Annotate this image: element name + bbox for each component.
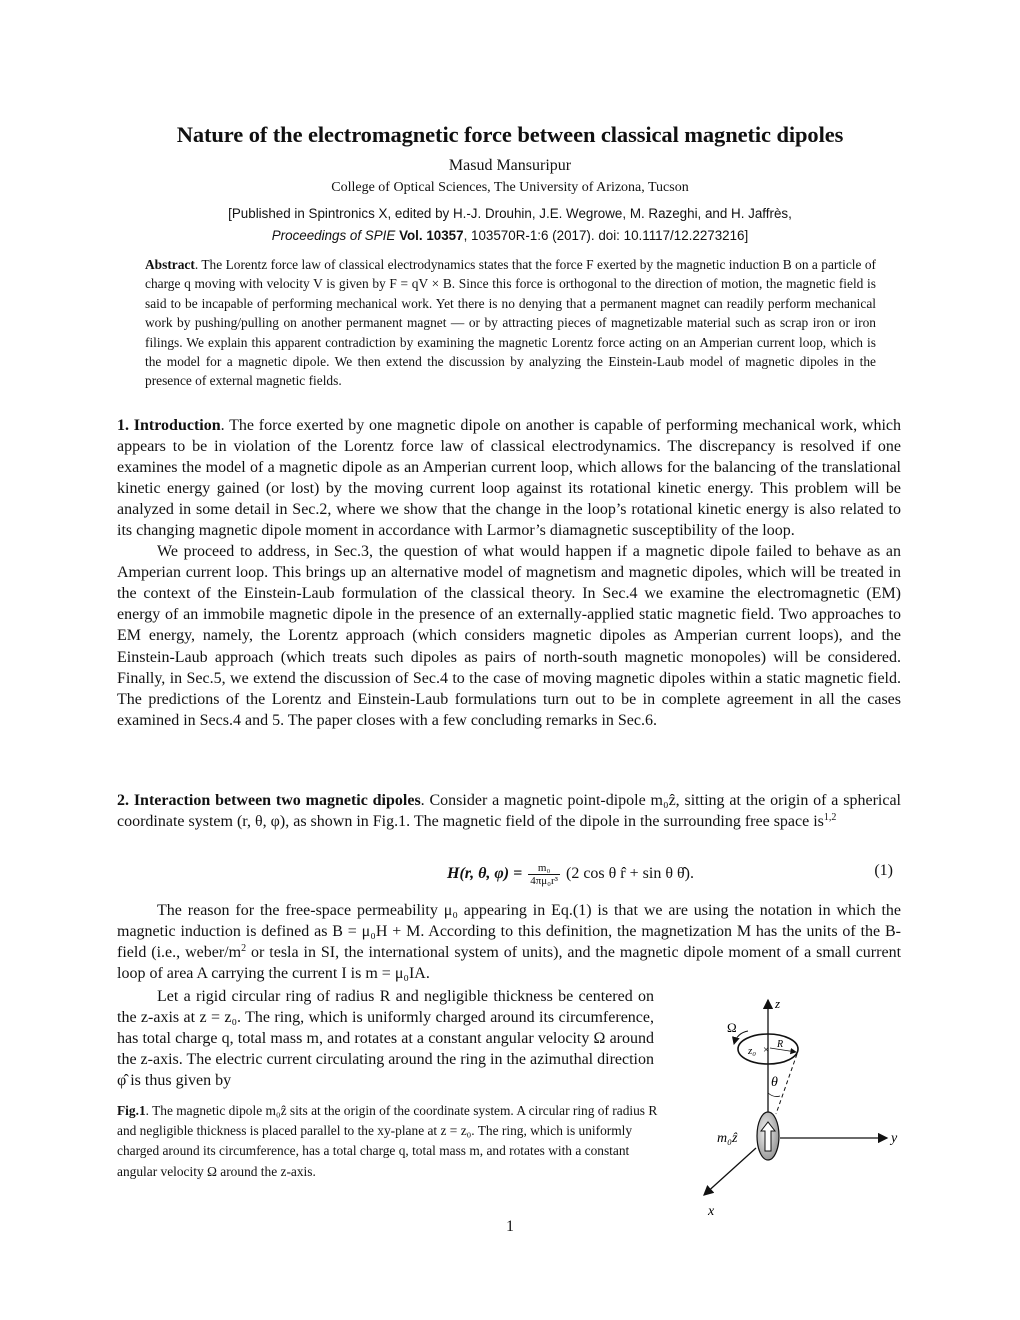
x-axis: [704, 1148, 756, 1195]
caption-label: Fig.1: [117, 1103, 146, 1118]
z-axis-label: z: [775, 996, 781, 1011]
permeability-text-a: The reason for the free-space permeability μ₀ appearing in Eq.(1) is that we are using the notation in which the magnetic induction is defined as B = μ₀H + M. According to this definition, the magnetization M has the units of the B-field (i.e., weber/m: [117, 902, 901, 962]
section2-paragraph-3: [117, 986, 654, 1091]
section-heading-introduction: 1. Introduction: [117, 417, 221, 434]
y-axis-label: y: [891, 1131, 898, 1146]
intro-paragraph-1: . The force exerted by one magnetic dipole on another is capable of performing mechanical work, which appears to be in violation of the Lorentz force law of classical electrodynamics. The discrepancy is resolved if one examines the model of a magnetic dipole as an Amperian current loop, which allows for the balancing of the translational kinetic energy gained (or lost) by the moving current loop against its rotational kinetic energy. This problem will be analyzed in some detail in Sec.2, where we show that the change in the loop’s rotational kinetic energy is also related to its changing magnetic dipole moment in accordance with Larmor’s diamagnetic susceptibility of the loop.: [117, 417, 902, 540]
section-introduction: [117, 415, 901, 731]
section2-paragraph-2: [117, 900, 901, 984]
abstract-text: . The Lorentz force law of classical electrodynamics states that the force F exerted by the magnetic induction B on a particle of charge q moving with velocity V is given by F = qV × B. Since this force is orthogonal to the direction of motion, the magnetic field is said to be incapable of performing mechanical work. Yet there is no denying that a permanent magnet can readily perform mechanical work by pushing/pulling on another permanent magnet — or by attracting pieces of magnetizable material such as scrap iron or iron filings. We explain this apparent contradiction by examining the magnetic Lorentz force acting on an Amperian current loop, which is the model for a magnetic dipole. We then extend the discussion by analyzing the Einstein-Laub model of magnetic dipoles in the presence of external magnetic fields.: [145, 257, 876, 389]
figure-1-diagram: [680, 990, 910, 1220]
citation-ref: 1,2: [823, 812, 837, 824]
theta-label: θ: [771, 1075, 778, 1090]
journal-name: Proceedings of SPIE: [271, 228, 396, 243]
author-affiliation: College of Optical Sciences, The University of Arizona, Tucson: [331, 180, 689, 195]
omega-label: Ω: [727, 1020, 737, 1035]
superscript-2: 2: [241, 943, 247, 955]
intro-paragraph-2: We proceed to address, in Sec.3, the question of what would happen if a magnetic dipole failed to behave as an Amperian current loop. This brings up an alternative model of magnetism and magnetic dipoles, which will be treated in the context of the Einstein-Laub formulation of the classical theory. In Sec.4 we examine the electromagnetic (EM) energy of an immobile magnetic dipole in the presence of an externally-applied static magnetic field. Two approaches to EM energy, namely, the Lorentz approach (which considers magnetic dipoles as Amperian current loops), and the Einstein-Laub approach (which treats such dipoles as pairs of north-south magnetic monopoles) will be considered. Finally, in Sec.5, we extend the discussion of Sec.4 to the case of moving magnetic dipoles within a static magnetic field. The predictions of the Lorentz and Einstein-Laub formulations turn out to be in complete agreement in all the cases examined in Secs.4 and 5. The paper closes with a few concluding remarks in Sec.6.: [117, 543, 901, 729]
caption-text: . The magnetic dipole m₀ẑ sits at the origin of the coordinate system. A circular ring of radius R and negligible thickness is placed parallel to the xy-plane at z = z₀. The ring, which is uniformly charged around its circumference, has a total charge q, total mass m, and rotates with a constant angular velocity Ω around the z-axis.: [117, 1103, 658, 1179]
abstract: [145, 255, 876, 391]
svg-text:×: ×: [763, 1044, 770, 1056]
citation-details: , 103570R-1:6 (2017). doi: 10.1117/12.2273216]: [463, 228, 749, 243]
ring-description: Let a rigid circular ring of radius R and negligible thickness be centered on the z-axis at z = z₀. The ring, which is uniformly charged around its circumference, has total charge q, total mass m, and rotates at a constant angular velocity Ω around the z-axis. The electric current circulating around the ring in the azimuthal direction φ̂ is thus given by: [117, 988, 654, 1090]
fraction-denominator: 4πμ₀r³: [530, 875, 558, 887]
section2-paragraph-1: . Consider a magnetic point-dipole m₀ẑ, sitting at the origin of a spherical coordinate system (r, θ, φ), as shown in Fig.1. The magnetic field of the dipole in the surrounding free space is: [117, 792, 901, 831]
abstract-label: Abstract: [145, 257, 195, 272]
page-number: 1: [506, 1218, 514, 1235]
radius-label: R: [777, 1039, 784, 1050]
dipole-label: m₀ẑ: [717, 1131, 738, 1146]
equation-lhs: H(r, θ, φ) =: [447, 865, 523, 883]
section-heading-interaction: 2. Interaction between two magnetic dipoles: [117, 792, 421, 809]
paper-title: Nature of the electromagnetic force between classical magnetic dipoles: [176, 122, 844, 147]
section-interaction: [117, 790, 901, 832]
equation-expression: [447, 862, 694, 887]
author-name: Masud Mansuripur: [448, 157, 572, 174]
equation-1: [117, 858, 901, 890]
equation-rhs: (2 cos θ r̂ + sin θ θ̂).: [565, 865, 694, 883]
equation-number: (1): [874, 862, 893, 879]
x-axis-label: x: [708, 1204, 715, 1219]
equation-fraction: [528, 862, 560, 887]
fraction-numerator: m₀: [528, 862, 560, 875]
publication-info-line1: [Published in Spintronics X, edited by H.-J. Drouhin, J.E. Wegrowe, M. Razeghi, and H. Jaffrès,: [228, 206, 792, 221]
figure-1-caption: [117, 1101, 662, 1182]
z0-label: z₀: [748, 1045, 757, 1057]
publication-info-line2: [0, 228, 1020, 243]
permeability-text-b: or tesla in SI, the international system of units), and the magnetic dipole moment of a small current loop of area A carrying the current I is m = μ₀IA.: [117, 944, 902, 983]
volume: Vol. 10357: [399, 228, 464, 243]
